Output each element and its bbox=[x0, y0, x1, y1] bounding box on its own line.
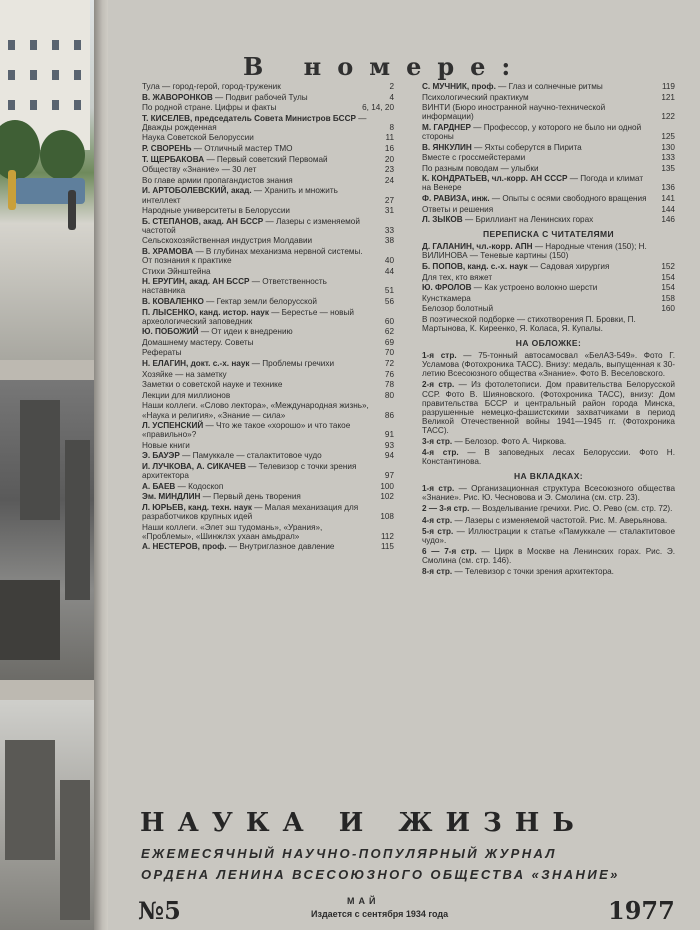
toc-entry-title: Наши коллеги. «Элет эш тудомань», «Урания», «Проблемы», «Шинжлэх ухаан амьдрал» bbox=[142, 522, 323, 541]
toc-entry bbox=[142, 338, 394, 347]
caption-page-ref: 8-я стр. bbox=[422, 567, 453, 577]
toc-entry-title: Рефераты bbox=[142, 348, 182, 358]
toc-entry-author: Ю. ПОБОЖИЙ bbox=[142, 327, 199, 337]
inserts-paragraphs bbox=[422, 484, 675, 576]
toc-entry-author: Э. БАУЭР bbox=[142, 451, 180, 461]
toc-entry-page: 97 bbox=[384, 471, 394, 481]
caption-paragraph bbox=[422, 437, 675, 446]
building-window bbox=[8, 70, 15, 80]
toc-entry bbox=[142, 327, 394, 336]
toc-entry bbox=[422, 194, 675, 203]
cover-paragraphs bbox=[422, 351, 675, 466]
toc-entry bbox=[422, 273, 675, 282]
toc-entry-title: По разным поводам — улыбки bbox=[422, 163, 539, 173]
toc-entry-page: 93 bbox=[384, 440, 394, 450]
caption-text: — Из фотолетописи. Дом правительства Белорусской ССР. Фото В. Шияновского. (Фотохроника ТАСС), внизу: Дом правительства БССР и центральный район города Минска, разрушенные немецко-фашистскими захватчиками в период Великой Отечественной войны 1941—1945 гг. (Фотохроника ТАСС). bbox=[422, 380, 675, 435]
toc-entry bbox=[422, 294, 675, 303]
toc-entry bbox=[142, 503, 394, 521]
building-window bbox=[8, 40, 15, 50]
toc-entry bbox=[142, 523, 394, 541]
facing-page-photo-ruins bbox=[0, 380, 100, 680]
toc-entry bbox=[422, 174, 675, 192]
building-window bbox=[74, 40, 81, 50]
caption-paragraph bbox=[422, 504, 675, 513]
toc-entry bbox=[142, 247, 394, 265]
toc-entry-page: 154 bbox=[661, 283, 675, 293]
toc-entry-title: — Как устроено волокно шерсти bbox=[471, 283, 598, 293]
toc-entry-title: — Телевизор с точки зрения архитектора bbox=[142, 461, 357, 481]
toc-entry-page: 38 bbox=[384, 236, 394, 246]
toc-entry-page: 125 bbox=[661, 131, 675, 141]
toc-entry-page: 51 bbox=[384, 286, 394, 296]
building-window bbox=[74, 100, 81, 110]
toc-entry-author: К. КОНДРАТЬЕВ, чл.-корр. АН СССР bbox=[422, 174, 568, 184]
toc-entry bbox=[142, 277, 394, 295]
toc-entry bbox=[422, 164, 675, 173]
toc-entry-page: 141 bbox=[661, 194, 675, 204]
toc-entry-title: — Берестье — новый археологический заповедник bbox=[142, 307, 354, 326]
ruin-shape bbox=[5, 740, 55, 860]
toc-entry-title: — Кодоскоп bbox=[175, 481, 224, 491]
toc-entry bbox=[142, 370, 394, 379]
toc-entry-page: 11 bbox=[385, 133, 394, 143]
toc-entry-page: 6, 14, 20 bbox=[362, 103, 394, 113]
caption-paragraph bbox=[422, 380, 675, 435]
toc-entry-author: В. КОВАЛЕНКО bbox=[142, 296, 204, 306]
toc-entry-author: В. ЖАВОРОНКОВ bbox=[142, 92, 213, 102]
toc-entry-author: Ф. РАВИЗА, инж. bbox=[422, 194, 490, 204]
caption-paragraph bbox=[422, 547, 675, 565]
building-window bbox=[52, 70, 59, 80]
toc-entry-page: 100 bbox=[380, 481, 394, 491]
toc-entry bbox=[142, 217, 394, 235]
toc-entry-title: — Бриллиант на Ленинских горах bbox=[462, 215, 594, 225]
toc-entry bbox=[422, 304, 675, 313]
caption-paragraph bbox=[422, 567, 675, 576]
building-window bbox=[30, 70, 37, 80]
toc-entry bbox=[142, 451, 394, 460]
toc-entry-page: 60 bbox=[384, 316, 394, 326]
correspondence-entries bbox=[422, 242, 675, 333]
toc-entry-author: Эм. МИНДЛИН bbox=[142, 492, 201, 502]
toc-entry-title: Новые книги bbox=[142, 440, 190, 450]
toc-entry-title: — Профессор, у которого не было ни одной стороны bbox=[422, 122, 642, 141]
toc-entry-page: 112 bbox=[380, 531, 394, 541]
toc-entry bbox=[142, 482, 394, 491]
caption-text: — Возделывание гречихи. Рис. О. Рево (см. стр. 72). bbox=[469, 504, 673, 514]
toc-entry-author: А. НЕСТЕРОВ, проф. bbox=[142, 542, 227, 552]
facing-page bbox=[0, 0, 100, 930]
toc-entry-page: 94 bbox=[384, 451, 394, 461]
toc-entry bbox=[142, 421, 394, 439]
toc-entry-page: 44 bbox=[384, 266, 394, 276]
caption-paragraph bbox=[422, 516, 675, 525]
caption-page-ref: 1-я стр. bbox=[422, 484, 455, 494]
toc-entry-title: — Ответственность наставника bbox=[142, 277, 327, 296]
toc-entry-page: 119 bbox=[661, 82, 675, 91]
toc-entry bbox=[142, 206, 394, 215]
caption-page-ref: 1-я стр. bbox=[422, 351, 457, 361]
toc-entry bbox=[142, 348, 394, 357]
toc-entry-page: 152 bbox=[661, 262, 675, 271]
toc-entry bbox=[422, 205, 675, 214]
cover-heading: НА ОБЛОЖКЕ: bbox=[515, 338, 582, 349]
toc-entry-title: Стихи Эйнштейна bbox=[142, 266, 211, 276]
toc-entry-title: — Внутриглазное давление bbox=[226, 542, 335, 552]
caption-paragraph bbox=[422, 484, 675, 502]
toc-entry-title: Кунсткамера bbox=[422, 293, 471, 303]
toc-entry bbox=[142, 82, 394, 91]
person-shape bbox=[8, 170, 16, 210]
toc-entry bbox=[142, 380, 394, 389]
building-window bbox=[52, 100, 59, 110]
toc-entry-page: 121 bbox=[661, 92, 675, 102]
toc-entry-author: И. ЛУЧКОВА, А. СИКАЧЕВ bbox=[142, 461, 247, 471]
toc-entry-page: 62 bbox=[384, 327, 394, 337]
toc-entry-title: Сельскохозяйственная индустрия Молдавии bbox=[142, 236, 313, 246]
toc-entry-title: — Садовая хирургия bbox=[527, 262, 610, 271]
building-window bbox=[74, 70, 81, 80]
toc-entry bbox=[422, 123, 675, 141]
caption-text: — В заповедных лесах Белоруссии. Фото Н. Константинова. bbox=[422, 448, 675, 467]
toc-entry-title: — От идеи к внедрению bbox=[198, 327, 293, 337]
correspondence-heading: ПЕРЕПИСКА С ЧИТАТЕЛЯМИ bbox=[482, 229, 615, 240]
toc-entry bbox=[142, 93, 394, 102]
toc-entry-author: М. ГАРДНЕР bbox=[422, 122, 472, 132]
toc-entry-title: Лекции для миллионов bbox=[142, 390, 231, 400]
toc-entry-title: Ответы и решения bbox=[422, 204, 494, 214]
toc-entry-title: — Малая механизация для разработчиков крупных идей bbox=[142, 502, 359, 521]
toc-entry-author: Н. ЕЛАГИН, докт. с.-х. наук bbox=[142, 359, 250, 369]
toc-entry bbox=[422, 242, 675, 260]
toc-entry-page: 31 bbox=[384, 206, 394, 216]
toc-entry-title: — Яхты соберутся в Пирита bbox=[471, 142, 582, 152]
tree-shape bbox=[40, 130, 85, 180]
toc-entry-page: 80 bbox=[384, 390, 394, 400]
toc-entry-title: Тула — город-герой, город-труженик bbox=[142, 82, 281, 91]
toc-entry bbox=[142, 401, 394, 419]
toc-entry bbox=[142, 144, 394, 153]
toc-entry bbox=[142, 391, 394, 400]
issue-number: №5 bbox=[138, 896, 181, 925]
facing-page-photo-ruins-2 bbox=[0, 700, 100, 930]
toc-entry-page: 8 bbox=[389, 122, 394, 132]
toc-entry-page: 4 bbox=[389, 92, 394, 102]
toc-entry-title: Белозор болотный bbox=[422, 304, 494, 314]
toc-entry bbox=[142, 542, 394, 551]
toc-entry-page: 76 bbox=[384, 369, 394, 379]
toc-entry bbox=[422, 283, 675, 292]
toc-entry-title: Во главе армии пропагандистов знания bbox=[142, 175, 293, 185]
toc-entry bbox=[422, 153, 675, 162]
toc-entry bbox=[142, 114, 394, 132]
toc-entry-page: 146 bbox=[661, 215, 675, 225]
right-entries bbox=[422, 82, 675, 224]
toc-entry bbox=[422, 315, 675, 333]
magazine-subtitle-2: ОРДЕНА ЛЕНИНА ВСЕСОЮЗНОГО ОБЩЕСТВА «ЗНАНИЕ» bbox=[141, 867, 620, 882]
toc-entry bbox=[142, 103, 394, 112]
toc-entry-author: Р. СВОРЕНЬ bbox=[142, 144, 192, 154]
caption-text: — Телевизор с точки зрения архитектора. bbox=[452, 567, 614, 577]
toc-entry bbox=[142, 267, 394, 276]
toc-entry bbox=[142, 165, 394, 174]
toc-entry-title: — В глубинах механизма нервной системы. От познания к практике bbox=[142, 247, 363, 266]
ruin-shape bbox=[65, 440, 90, 600]
toc-entry-title: Психологический практикум bbox=[422, 92, 529, 102]
toc-entry-author: В. ХРАМОВА bbox=[142, 247, 194, 256]
ruin-shape bbox=[0, 580, 60, 660]
toc-entry bbox=[422, 82, 675, 91]
building-window bbox=[8, 100, 15, 110]
building-window bbox=[30, 40, 37, 50]
toc-entry-page: 102 bbox=[380, 492, 394, 502]
toc-entry-title: Хозяйке — на заметку bbox=[142, 369, 227, 379]
toc-entry-title: Обществу «Знание» — 30 лет bbox=[142, 165, 257, 175]
toc-entry-title: Заметки о советской науке и технике bbox=[142, 380, 283, 390]
caption-text: — Иллюстрации к статье «Памуккале — сталактитовое чудо». bbox=[422, 526, 676, 545]
caption-paragraph bbox=[422, 448, 675, 466]
toc-entry-author: Н. ЕРУГИН, акад. АН БССР bbox=[142, 277, 250, 287]
toc-entry bbox=[142, 308, 394, 326]
toc-entry bbox=[142, 359, 394, 368]
toc-entry bbox=[142, 155, 394, 164]
toc-entry-page: 154 bbox=[661, 272, 675, 282]
toc-entry-page: 72 bbox=[384, 359, 394, 369]
toc-entry-title: — Отличный мастер ТМО bbox=[191, 144, 293, 154]
toc-entry-page: 133 bbox=[661, 153, 675, 163]
inserts-heading: НА ВКЛАДКАХ: bbox=[513, 471, 584, 482]
toc-entry-page: 27 bbox=[384, 195, 394, 205]
toc-entry-title: Домашнему мастеру. Советы bbox=[142, 337, 254, 347]
toc-entry-author: Б. СТЕПАНОВ, акад. АН БССР bbox=[142, 216, 264, 226]
ruin-shape bbox=[60, 780, 90, 920]
published-since: Издается с сентября 1934 года bbox=[311, 909, 449, 919]
contents-right-column bbox=[422, 82, 675, 578]
toc-entry-page: 122 bbox=[661, 112, 675, 122]
toc-entry-author: Л. ЮРЬЕВ, канд. техн. наук bbox=[142, 502, 253, 512]
building-window bbox=[52, 40, 59, 50]
toc-entry bbox=[422, 103, 675, 121]
toc-entry-author: И. АРТОБОЛЕВСКИЙ, акад. bbox=[142, 186, 252, 196]
ruin-shape bbox=[20, 400, 60, 520]
caption-text: — Организационная структура Всесоюзного общества «Знание». Рис. Ю. Чесновова и Э. Смолина (см. стр. 23). bbox=[422, 484, 676, 503]
toc-entry bbox=[422, 143, 675, 152]
toc-entry-title: По родной стране. Цифры и факты bbox=[142, 103, 277, 113]
toc-entry-title: — Хранить и множить интеллект bbox=[142, 186, 338, 205]
toc-entry-page: 33 bbox=[384, 225, 394, 235]
toc-entry-author: А. БАЕВ bbox=[142, 481, 176, 491]
caption-text: — Лазеры с изменяемой частотой. Рис. М. Аверьянова. bbox=[452, 515, 668, 525]
caption-page-ref: 6 — 7-я стр. bbox=[422, 546, 477, 556]
issue-year: 1977 bbox=[608, 896, 675, 925]
toc-entry-title: — Памуккале — сталактитовое чудо bbox=[179, 451, 322, 461]
person-shape bbox=[68, 190, 76, 230]
toc-entry-author: В. ЯНКУЛИН bbox=[422, 142, 472, 152]
toc-entry bbox=[142, 462, 394, 480]
caption-page-ref: 5-я стр. bbox=[422, 526, 454, 536]
toc-entry-author: С. МУЧНИК, проф. bbox=[422, 82, 496, 91]
toc-entry-page: 23 bbox=[384, 165, 394, 175]
toc-entry-page: 56 bbox=[384, 296, 394, 306]
toc-entry bbox=[142, 297, 394, 306]
toc-entry bbox=[142, 186, 394, 204]
toc-entry-title: Для тех, кто вяжет bbox=[422, 272, 493, 282]
toc-entry-author: Л. УСПЕНСКИЙ bbox=[142, 421, 204, 431]
toc-entry bbox=[422, 262, 675, 271]
caption-page-ref: 3-я стр. bbox=[422, 437, 453, 446]
toc-entry-title: Наука Советской Белоруссии bbox=[142, 133, 254, 143]
toc-entry bbox=[142, 441, 394, 450]
toc-entry-title: — Первый советский Первомай bbox=[204, 154, 328, 164]
toc-entry-title: ВИНТИ (Бюро иностранной научно-технической информации) bbox=[422, 103, 606, 122]
toc-entry-title: — Глаз и солнечные ритмы bbox=[495, 82, 603, 91]
toc-entry-page: 70 bbox=[384, 348, 394, 358]
caption-text: — Белозор. Фото А. Чиркова. bbox=[452, 437, 567, 446]
contents-left-column bbox=[142, 82, 394, 553]
caption-text: — Цирк в Москве на Ленинских горах. Рис. Э. Смолина (см. стр. 146). bbox=[422, 546, 675, 565]
toc-entry bbox=[142, 176, 394, 185]
toc-entry-page: 40 bbox=[384, 256, 394, 266]
toc-entry-author: Б. ПОПОВ, канд. с.-х. наук bbox=[422, 262, 528, 271]
toc-entry-page: 24 bbox=[384, 175, 394, 185]
toc-entry-title: Вместе с гроссмейстерами bbox=[422, 153, 526, 163]
caption-page-ref: 2 — 3-я стр. bbox=[422, 504, 470, 514]
magazine-title: НАУКА И ЖИЗНЬ bbox=[140, 808, 587, 838]
toc-entry-page: 91 bbox=[384, 430, 394, 440]
toc-entry-page: 115 bbox=[380, 542, 394, 552]
toc-entry-page: 158 bbox=[661, 293, 675, 303]
caption-paragraph bbox=[422, 351, 675, 378]
caption-text: — 75-тонный автосамосвал «БелАЗ-549». Фото Г. Усламова (Фотохроника ТАСС). Внизу: медаль, выпущенная к 30-летию Всесоюзного общества «Знание». Фото В. Веселовского. bbox=[422, 351, 676, 379]
toc-entry-title: — Гектар земли белорусской bbox=[203, 296, 317, 306]
toc-entry-page: 136 bbox=[661, 183, 675, 193]
toc-entry-title: В поэтической подборке — стихотворения П. Бровки, П. Мартынова, К. Киреенко, Я. Коласа, Я. Купалы. bbox=[422, 314, 636, 334]
contents-page bbox=[105, 0, 700, 930]
toc-entry-page: 144 bbox=[661, 204, 675, 214]
toc-entry-title: — Что же такое «хорошо» и что такое «правильно»? bbox=[142, 421, 351, 440]
toc-entry-title: — Опыты с осями свободного вращения bbox=[489, 194, 647, 204]
toc-entry-page: 160 bbox=[661, 304, 675, 314]
magazine-subtitle-1: ЕЖЕМЕСЯЧНЫЙ НАУЧНО-ПОПУЛЯРНЫЙ ЖУРНАЛ bbox=[141, 846, 557, 861]
toc-entry-title: — Дважды рожденная bbox=[142, 113, 367, 132]
toc-entry-title: — Народные чтения (150); Н. ВИЛИНОВА — Теневые картины (150) bbox=[422, 242, 647, 261]
caption-page-ref: 4-я стр. bbox=[422, 515, 453, 525]
facing-page-photo-city bbox=[0, 0, 100, 360]
toc-entry-page: 108 bbox=[380, 511, 394, 521]
toc-entry-title: Наши коллеги. «Слово лектора», «Международная жизнь», «Наука и религия», «Знание — сила» bbox=[142, 401, 369, 420]
toc-entry-author: Д. ГАЛАНИН, чл.-корр. АПН bbox=[422, 242, 533, 252]
contents-heading: В номере: bbox=[243, 52, 527, 81]
toc-entry-author: Т. ЩЕРБАКОВА bbox=[142, 154, 205, 164]
toc-entry bbox=[142, 492, 394, 501]
toc-entry-page: 16 bbox=[384, 144, 394, 154]
toc-entry bbox=[142, 133, 394, 142]
toc-entry-author: Л. ЗЫКОВ bbox=[422, 215, 463, 225]
toc-entry-page: 130 bbox=[661, 142, 675, 152]
toc-entry bbox=[422, 93, 675, 102]
toc-entry bbox=[422, 215, 675, 224]
toc-entry-page: 135 bbox=[661, 163, 675, 173]
toc-entry-title: — Подвиг рабочей Тулы bbox=[212, 92, 308, 102]
toc-entry-title: — Лазеры с изменяемой частотой bbox=[142, 216, 360, 235]
caption-page-ref: 2-я стр. bbox=[422, 380, 455, 390]
toc-entry-page: 20 bbox=[384, 154, 394, 164]
toc-entry-page: 78 bbox=[384, 380, 394, 390]
issue-month: МАЙ bbox=[347, 896, 380, 906]
toc-entry-page: 86 bbox=[384, 410, 394, 420]
toc-entry-title: — Погода и климат на Венере bbox=[422, 174, 644, 193]
toc-entry bbox=[142, 236, 394, 245]
toc-entry-title: — Проблемы гречихи bbox=[249, 359, 335, 369]
toc-entry-page: 2 bbox=[389, 82, 394, 91]
toc-entry-title: Народные университеты в Белоруссии bbox=[142, 206, 290, 216]
building-window bbox=[30, 100, 37, 110]
toc-entry-author: П. ЛЫСЕНКО, канд. истор. наук bbox=[142, 307, 269, 317]
caption-page-ref: 4-я стр. bbox=[422, 448, 459, 458]
toc-entry-author: Т. КИСЕЛЕВ, председатель Совета Министров БССР bbox=[142, 113, 356, 123]
caption-paragraph bbox=[422, 527, 675, 545]
toc-entry-page: 69 bbox=[384, 337, 394, 347]
toc-entry-title: — Первый день творения bbox=[200, 492, 301, 502]
toc-entry-author: Ю. ФРОЛОВ bbox=[422, 283, 472, 293]
